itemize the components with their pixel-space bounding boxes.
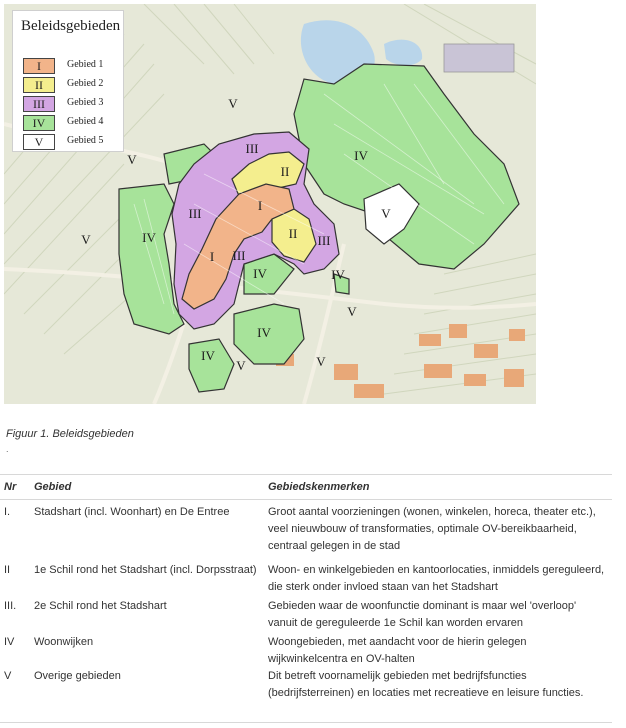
figure-caption: Figuur 1. Beleidsgebieden <box>6 428 134 440</box>
table-row <box>0 664 612 720</box>
cell-nr: III. <box>4 600 17 612</box>
cell-kenmerken: Woon- en winkelgebieden en kantoorlocaties, inmiddels gereguleerd, die sterk onder invloed staan van het Stadshart <box>268 564 605 593</box>
area-label-iii: III <box>188 206 202 221</box>
area-label-v: V <box>127 152 137 167</box>
area-label-i: I <box>209 249 215 264</box>
legend-swatch: II <box>23 77 55 93</box>
cell-gebied: Stadshart (incl. Woonhart) en De Entree <box>34 506 230 518</box>
area-label-ii: II <box>280 164 290 179</box>
table-row <box>0 500 612 558</box>
legend-item <box>23 77 123 93</box>
area-label-iv: IV <box>331 267 345 282</box>
area-label-iv: IV <box>142 230 156 245</box>
area-label-iii: III <box>232 248 246 263</box>
legend-label: Gebied 5 <box>67 135 104 146</box>
map-legend <box>12 10 124 152</box>
north-residential-block <box>444 44 514 72</box>
table-row <box>0 558 612 594</box>
caption-dot: . <box>6 444 9 454</box>
area-label-v: V <box>236 358 246 373</box>
cell-nr: II <box>4 564 11 576</box>
area-label-v: V <box>316 354 326 369</box>
legend-swatch: I <box>23 58 55 74</box>
cell-gebied: Overige gebieden <box>34 670 121 682</box>
legend-item <box>23 134 123 150</box>
legend-label: Gebied 3 <box>67 97 104 108</box>
area-label-iv: IV <box>354 148 368 163</box>
legend-label: Gebied 1 <box>67 59 104 70</box>
cell-gebied: 2e Schil rond het Stadshart <box>34 600 167 612</box>
area-label-i: I <box>257 198 263 213</box>
legend-swatch: V <box>23 134 55 150</box>
cell-kenmerken: Dit betreft voornamelijk gebieden met bedrijfsfuncties (bedrijfsterreinen) en locaties met recreatieve en leisure functies. <box>268 670 584 699</box>
cell-nr: V <box>4 670 12 682</box>
legend-item <box>23 115 123 131</box>
table-row <box>0 630 612 664</box>
table-row <box>0 594 612 630</box>
cell-nr: IV <box>4 636 15 648</box>
cell-kenmerken: Groot aantal voorzieningen (wonen, winkelen, horeca, theater etc.), veel nieuwbouw of transformaties, optimale OV-bereikbaarheid, centraal gelegen in de stad <box>268 506 596 552</box>
table-header <box>0 474 612 500</box>
legend-item <box>23 96 123 112</box>
legend-swatch: IV <box>23 115 55 131</box>
cell-gebied: Woonwijken <box>34 636 94 648</box>
cell-kenmerken: Woongebieden, met aandacht voor de hierin gelegen wijkwinkelcentra en OV-halten <box>268 636 527 665</box>
area-label-v: V <box>228 96 238 111</box>
legend-label: Gebied 2 <box>67 78 104 89</box>
area-label-iii: III <box>317 233 331 248</box>
legend-swatch: III <box>23 96 55 112</box>
header-gebied: Gebied <box>34 481 72 493</box>
policy-areas-map <box>4 4 536 404</box>
area-label-v: V <box>347 304 357 319</box>
area-label-iv: IV <box>257 325 271 340</box>
table-bottom-rule <box>0 722 612 723</box>
cell-gebied: 1e Schil rond het Stadshart (incl. Dorpsstraat) <box>34 564 257 576</box>
area-label-v: V <box>81 232 91 247</box>
legend-label: Gebied 4 <box>67 116 104 127</box>
legend-title: Beleidsgebieden <box>21 18 121 34</box>
area-label-iv: IV <box>201 348 215 363</box>
cell-kenmerken: Gebieden waar de woonfunctie dominant is maar wel 'overloop' vanuit de gereguleerde 1e Schil kan worden ervaren <box>268 600 577 629</box>
cell-nr: I. <box>4 506 11 518</box>
legend-item <box>23 58 123 74</box>
area-label-iii: III <box>245 141 259 156</box>
area-label-ii: II <box>288 226 298 241</box>
area-label-iv: IV <box>253 266 267 281</box>
area-label-v: V <box>381 206 391 221</box>
header-kenmerken: Gebiedskenmerken <box>268 481 370 493</box>
header-nr: Nr <box>4 481 17 493</box>
areas-table <box>0 474 612 720</box>
